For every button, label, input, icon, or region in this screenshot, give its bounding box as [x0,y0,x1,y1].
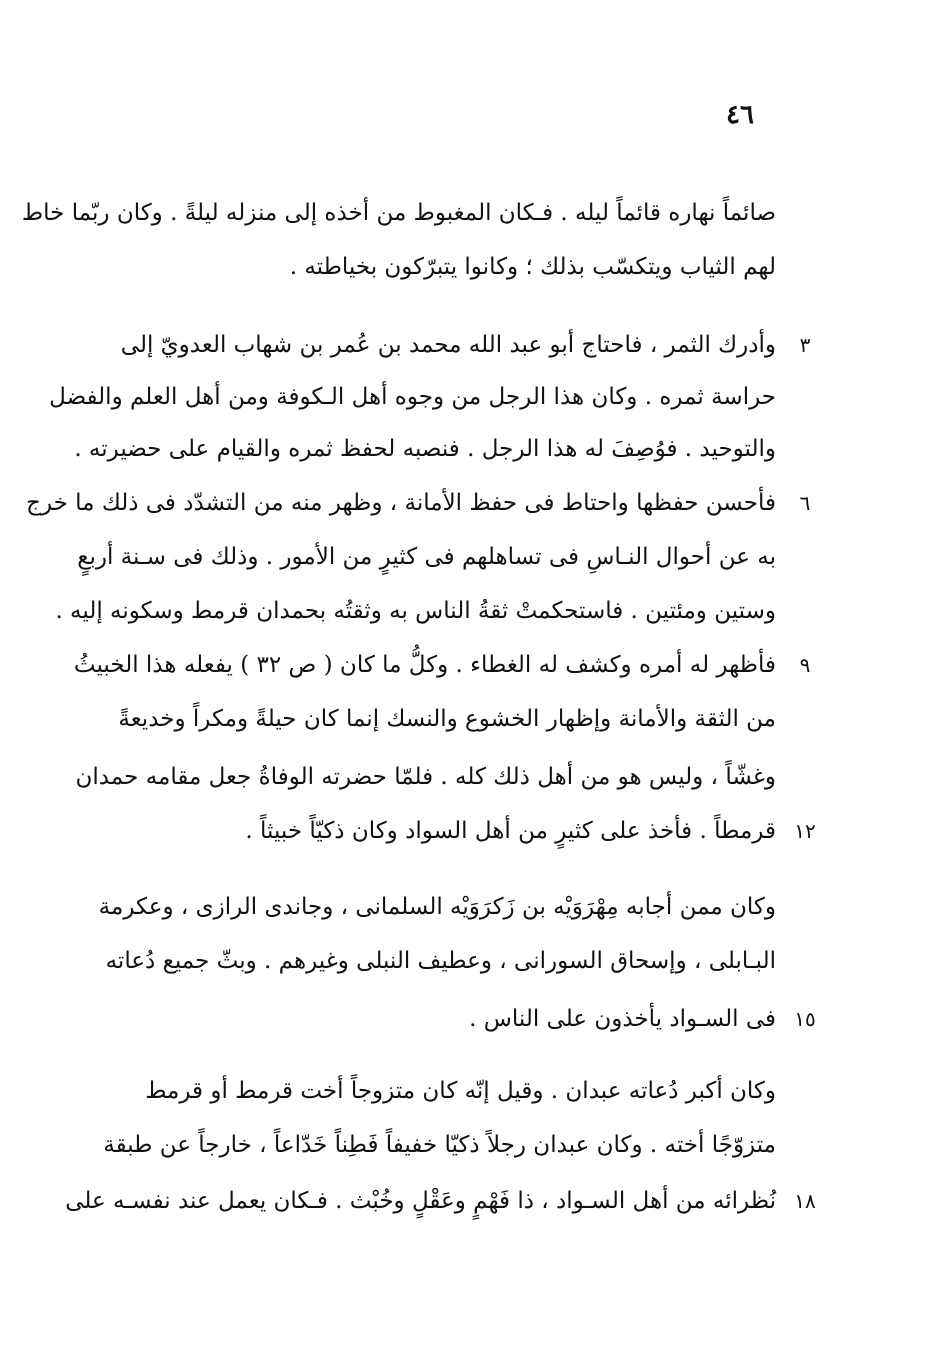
text-line: والتوحيد . فوُصِفَ له هذا الرجل . فنصبه لحفظ ثمره والقيام على حضيرته . [74,436,776,462]
line-number: ١٥ [794,1007,816,1031]
text-line: قرمطاً . فأخذ على كثيرٍ من أهل السواد وكان ذكيّاً خبيثاً . [245,818,776,844]
text-line: وأدرك الثمر ، فاحتاج أبو عبد الله محمد بن عُمر بن شهاب العدويّ إلى [120,332,776,358]
text-line: من الثقة والأمانة وإظهار الخشوع والنسك إنما كان حيلةً ومكراً وخديعةً [118,706,776,732]
text-line: وستين ومئتين . فاستحكمتْ ثقةُ الناس به وثقتُه بحمدان قرمط وسكونه إليه . [55,598,776,624]
text-line: وكان ممن أجابه مِهْرَوَيْه بن زَكرَوَيْه السلمانى ، وجاندى الرازى ، وعكرمة [98,894,776,920]
text-line: فى السـواد يأخذون على الناس . [469,1006,776,1032]
text-line: حراسة ثمره . وكان هذا الرجل من وجوه أهل الـكوفة ومن أهل العلم والفضل [49,384,776,410]
text-line: نُظرائه من أهل السـواد ، ذا فَهْمٍ وعَقْلٍ وخُبْث . فـكان يعمل عند نفسـه على [65,1188,776,1214]
text-line: به عن أحوال النـاسِ فى تساهلهم فى كثيرٍ من الأمور . وذلك فى سـنة أربعٍ [77,544,776,570]
line-number: ٣ [799,333,811,357]
page-number: ٤٦ [726,100,754,130]
text-line: البـابلى ، وإسحاق السورانى ، وعطيف النبلى وغيرهم . وبثّ جميع دُعاته [105,948,776,974]
text-line: صائماً نهاره قائماً ليله . فـكان المغبوط من أخذه إلى منزله ليلةً . وكان ربّما خاط [21,200,776,226]
text-line: متزوّجًا أخته . وكان عبدان رجلاً ذكيّا خفيفاً فَطِناً خَدّاعاً ، خارجاً عن طبقة [103,1132,776,1158]
text-line: وكان أكبر دُعاته عبدان . وقيل إنّه كان متزوجاً أخت قرمط أو قرمط [145,1078,776,1104]
text-line: فأظهر له أمره وكشف له الغطاء . وكلُّ ما كان ( ص ٣٢ ) يفعله هذا الخبيثُ [73,652,776,678]
text-line: وغشّاً ، وليس هو من أهل ذلك كله . فلمّا حضرته الوفاةُ جعل مقامه حمدان [75,764,776,790]
line-number: ١٢ [794,819,816,843]
line-number: ٦ [799,491,811,515]
text-line: فأحسن حفظها واحتاط فى حفظ الأمانة ، وظهر منه من التشدّد فى ذلك ما خرج [26,490,776,516]
line-number: ٩ [799,653,811,677]
text-line: لهم الثياب ويتكسّب بذلك ؛ وكانوا يتبرّكون بخياطته . [289,254,776,280]
line-number: ١٨ [794,1189,816,1213]
